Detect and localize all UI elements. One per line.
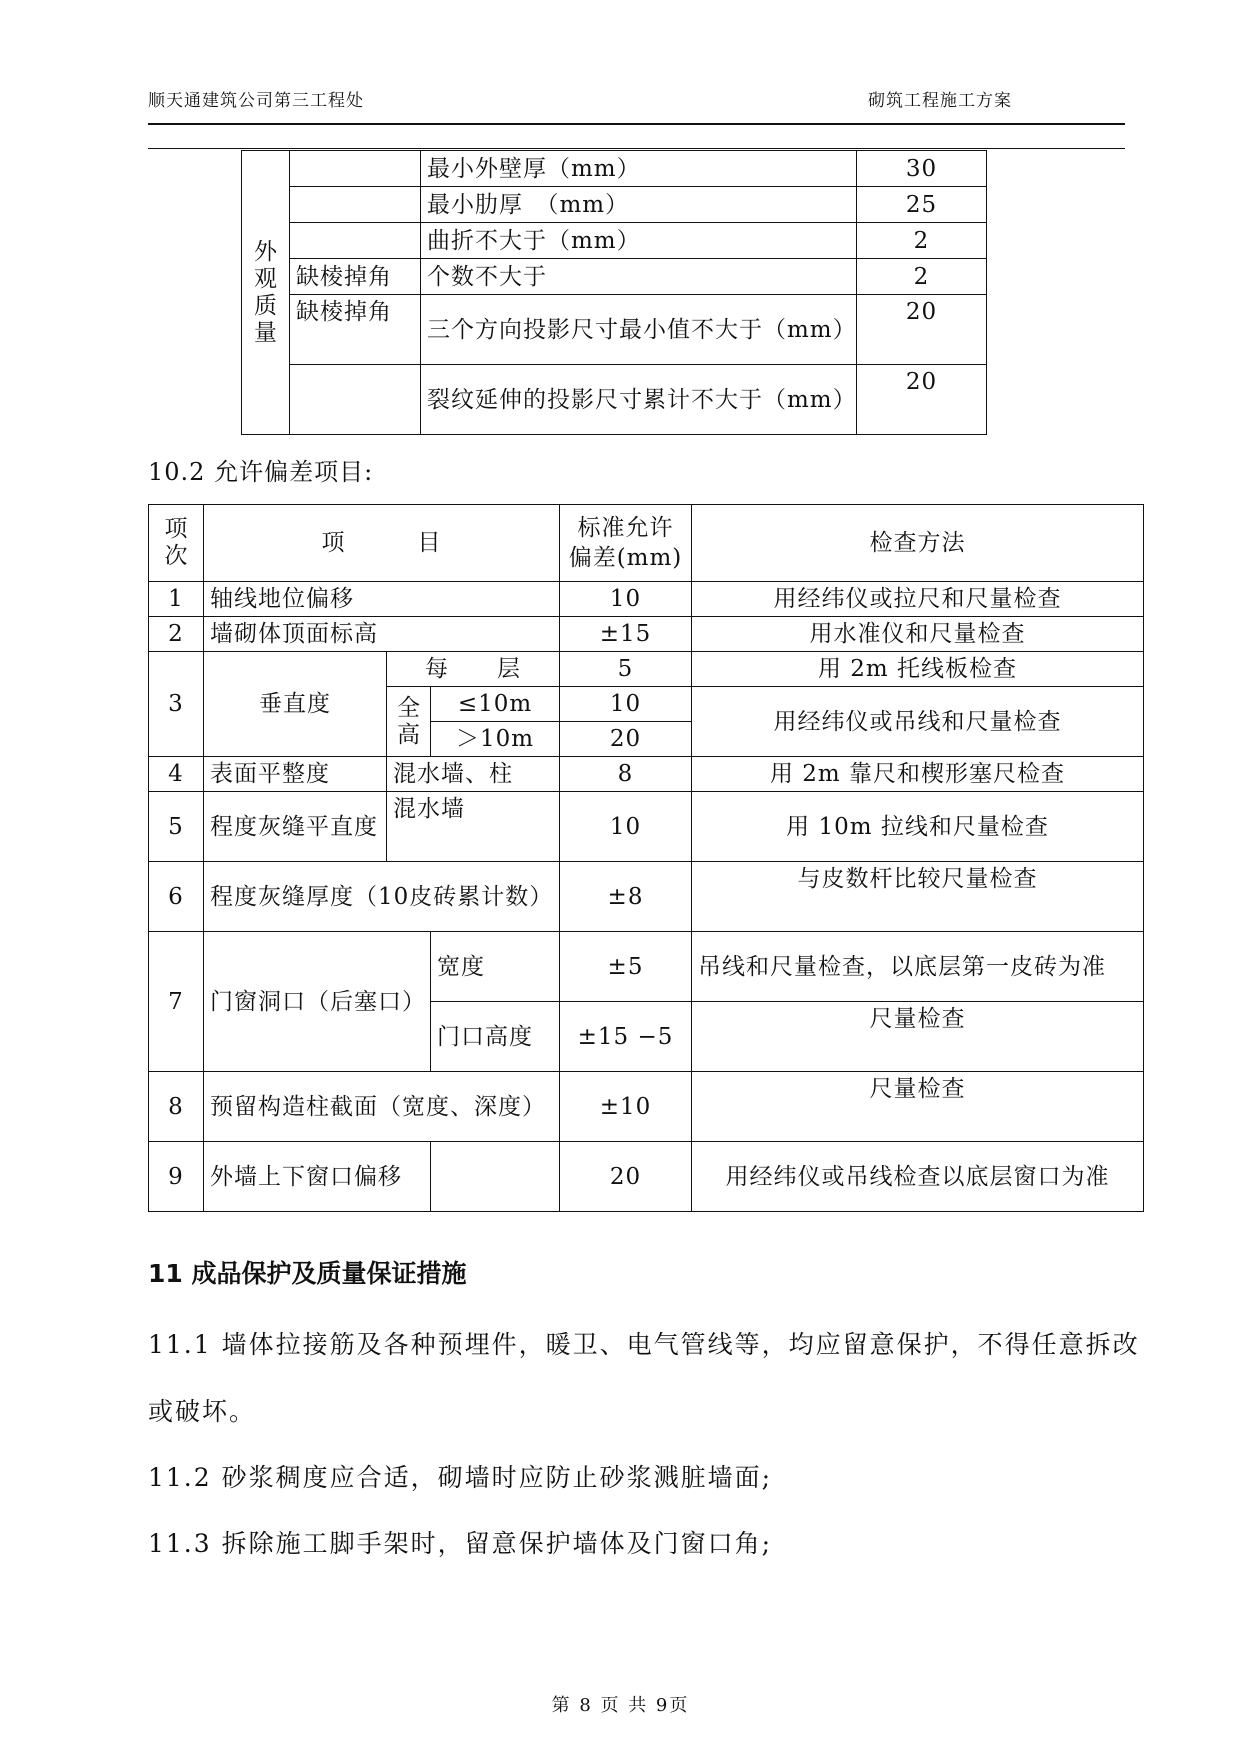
row-item: 外墙上下窗口偏移 [204,1142,431,1212]
table-cell: 个数不大于 [421,259,857,295]
table-cell: 20 [857,295,987,365]
table-cell: 最小外壁厚（mm） [421,151,857,187]
table-row [149,792,1144,862]
row-tolerance: ±15 −5 [560,1002,692,1072]
row-tolerance: 5 [560,652,692,687]
group-label: 外观质量 [254,238,278,346]
row-tolerance: ±8 [560,862,692,932]
section-11-heading: 11 成品保护及质量保证措施 [148,1259,467,1288]
appearance-quality-table [241,150,987,435]
row-method: 用 2m 托线板检查 [692,652,1144,687]
table-row [149,617,1144,652]
row-no: 3 [149,652,204,757]
row-no: 5 [149,792,204,862]
header-item: 项 目 [204,505,560,582]
row-subitem [431,1142,560,1212]
table-cell: 30 [857,151,987,187]
table-cell: 曲折不大于（mm） [421,223,857,259]
table-cell: 2 [857,259,987,295]
row-tolerance: 20 [560,1142,692,1212]
table-row [149,652,1144,687]
table-cell: 缺棱掉角 [290,259,421,295]
row-no: 8 [149,1072,204,1142]
row-subitem: 混水墙、柱 [387,757,560,792]
table-row [242,151,987,187]
row-no: 2 [149,617,204,652]
row-method: 用 10m 拉线和尺量检查 [692,792,1144,862]
table-cell: 裂纹延伸的投影尺寸累计不大于（mm） [421,365,857,435]
table-cell: 缺棱掉角 [290,295,421,365]
paragraph-11-3: 11.3 拆除施工脚手架时，留意保护墙体及门窗口角; [148,1529,773,1558]
table-cell: 20 [857,365,987,435]
row-tolerance: 20 [560,722,692,757]
row-method: 用经纬仪或拉尺和尺量检查 [692,582,1144,617]
row-item: 程度灰缝平直度 [204,792,387,862]
table-header-row [149,505,1144,582]
header-method: 检查方法 [692,505,1144,582]
row-subitem: 门口高度 [431,1002,560,1072]
table-row [149,932,1144,1002]
table-cell [290,151,421,187]
row-subitem: ＞10m [431,722,560,757]
row-tolerance: 8 [560,757,692,792]
row-item: 门窗洞口（后塞口） [204,932,431,1072]
row-subitem: 宽度 [431,932,560,1002]
table-cell: 25 [857,187,987,223]
table-row [149,1072,1144,1142]
row-no: 9 [149,1142,204,1212]
header-doc-title: 砌筑工程施工方案 [868,91,1012,111]
row-item: 墙砌体顶面标高 [204,617,560,652]
table-row [149,757,1144,792]
paragraph-11-2: 11.2 砂浆稠度应合适，砌墙时应防止砂浆溅脏墙面; [148,1463,773,1492]
row-no: 7 [149,932,204,1072]
table-cell: 三个方向投影尺寸最小值不大于（mm） [421,295,857,365]
table-row [242,295,987,365]
header-company: 顺天通建筑公司第三工程处 [148,91,364,111]
table-row [149,1142,1144,1212]
header-tolerance: 标准允许偏差(mm) [560,505,692,582]
table-cell: 最小肋厚 （mm） [421,187,857,223]
header-no: 项次 [149,505,204,582]
row-subitem: 每 层 [387,652,560,687]
row-method: 吊线和尺量检查，以底层第一皮砖为准 [692,932,1144,1002]
section-10-2-title: 10.2 允许偏差项目: [148,458,374,486]
table-row [149,862,1144,932]
table-row [242,365,987,435]
row-method: 用经纬仪或吊线检查以底层窗口为准 [692,1142,1144,1212]
paragraph-11-1-cont: 或破坏。 [148,1397,257,1426]
row-tolerance: 10 [560,792,692,862]
row-item: 垂直度 [204,652,387,757]
table-cell [290,365,421,435]
row-method: 用水准仪和尺量检查 [692,617,1144,652]
row-tolerance: ±5 [560,932,692,1002]
row-subitem: 混水墙 [387,792,560,862]
row-item: 轴线地位偏移 [204,582,560,617]
allowed-deviation-table-body [148,504,1144,1212]
row-no: 6 [149,862,204,932]
header-rule [148,123,1125,125]
group-label-cell [242,151,290,435]
page-number: 第 8 页 共 9页 [551,1695,690,1716]
table-cell [290,223,421,259]
row-method: 尺量检查 [692,1002,1144,1072]
row-tolerance: 10 [560,687,692,722]
table-row [242,223,987,259]
header-rule-thin [148,148,1125,149]
row-item: 程度灰缝厚度（10皮砖累计数） [204,862,560,932]
table-row [149,582,1144,617]
table-cell [290,187,421,223]
table-row [242,259,987,295]
row-tolerance: ±15 [560,617,692,652]
row-item: 表面平整度 [204,757,387,792]
row-no: 4 [149,757,204,792]
paragraph-11-1: 11.1 墙体拉接筋及各种预埋件，暖卫、电气管线等，均应留意保护，不得任意拆改 [148,1330,1140,1359]
row-tolerance: ±10 [560,1072,692,1142]
row-method: 与皮数杆比较尺量检查 [692,862,1144,932]
row-subitem: ≤10m [431,687,560,722]
row-no: 1 [149,582,204,617]
table-cell: 2 [857,223,987,259]
table-row [242,187,987,223]
row-item: 预留构造柱截面（宽度、深度） [204,1072,560,1142]
row-subitem: 全高 [387,687,431,757]
row-method: 尺量检查 [692,1072,1144,1142]
row-method: 用经纬仪或吊线和尺量检查 [692,687,1144,757]
row-tolerance: 10 [560,582,692,617]
row-method: 用 2m 靠尺和楔形塞尺检查 [692,757,1144,792]
